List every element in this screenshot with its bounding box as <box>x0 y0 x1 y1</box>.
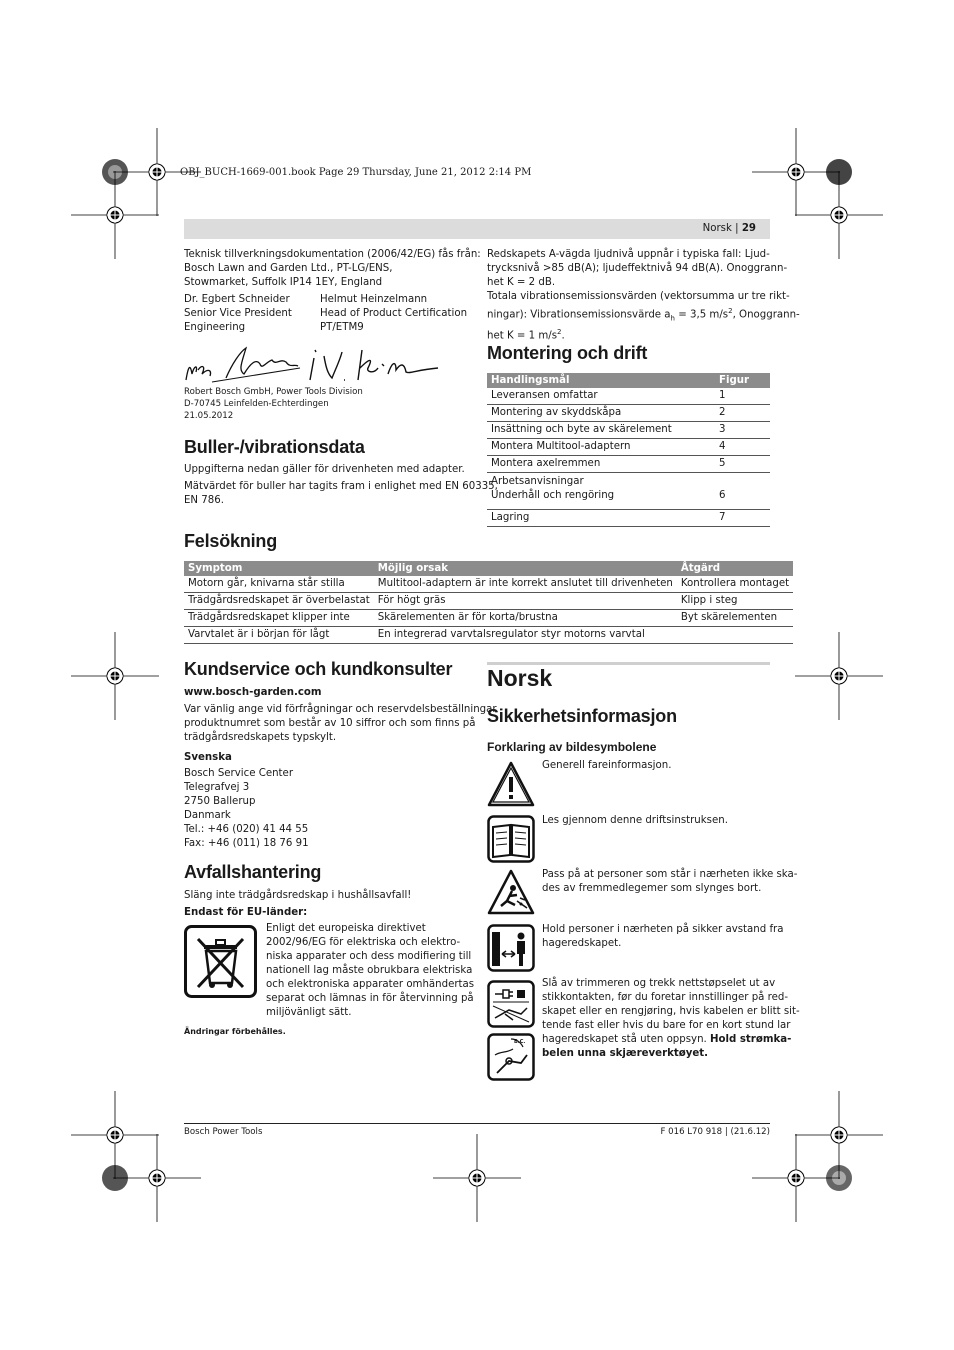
symbol-3-text: Pass på at personer som står i nærheten ikke ska- des av fremmedlegemer som slynges bort. <box>542 869 798 894</box>
table-cell: 3 <box>715 422 770 439</box>
table-cell: Motorn går, knivarna står stilla <box>184 576 374 593</box>
table-row <box>487 388 770 405</box>
table-cell: Trädgårdsredskapet är överbelastat <box>184 593 374 610</box>
table-cell: Multitool-adaptern är inte korrekt anslutet till drivenheten <box>374 576 677 593</box>
read-manual-icon <box>487 815 535 863</box>
signer-2-title: Head of Product Certification <box>320 308 468 319</box>
table-header-cell: Möjlig orsak <box>377 563 448 574</box>
company-line: D-70745 Leinfelden-Echterdingen <box>184 399 329 409</box>
table-cell: 2 <box>715 405 770 422</box>
felsokning-heading: Felsökning <box>184 531 278 551</box>
tech-doc-line: Bosch Lawn and Garden Ltd., PT-LG/ENS, <box>184 263 393 274</box>
table-cell: En integrerad varvtalsregulator styr motorns varvtal <box>374 627 677 644</box>
signer-2-dept: PT/ETM9 <box>320 322 364 333</box>
company-block <box>184 386 363 422</box>
footer-rule <box>184 1123 770 1124</box>
table-cell: Montera axelremmen <box>487 456 715 473</box>
table-cell <box>677 627 793 644</box>
table-cell: Byt skärelementen <box>677 610 793 627</box>
running-head-sep: | <box>731 223 742 234</box>
signer-1-dept: Engineering <box>184 322 246 333</box>
avfall-paragraph: Släng inte trädgårdsredskap i hushållsavfall! <box>184 890 412 901</box>
table-cell: Arbetsanvisningar Underhåll och rengöring <box>487 473 715 510</box>
kundservice-paragraph: Var vänlig ange vid förfrågningar och reservdelsbeställningar produktnumret som består av 10 siffror och som finns på trädgårdsredskapets typskylt. <box>184 704 497 743</box>
table-cell: 5 <box>715 456 770 473</box>
table-row <box>487 473 770 510</box>
changes-note: Ändringar förbehålles. <box>184 1027 286 1036</box>
table-row <box>487 510 770 527</box>
thrown-objects-warning-icon <box>487 868 535 916</box>
website-link[interactable]: www.bosch-garden.com <box>184 687 322 698</box>
table-cell: För högt gräs <box>374 593 677 610</box>
service-address: Bosch Service Center Telegrafvej 3 2750 Ballerup Danmark Tel.: +46 (020) 41 44 55 Fax: +46 (011) 18 76 91 <box>184 768 309 849</box>
tech-doc-line: Teknisk tillverkningsdokumentation (2006/42/EG) fås från: <box>184 249 481 260</box>
cable-away-from-blade-icon <box>487 1033 535 1081</box>
table-header-row <box>487 373 770 388</box>
forklaring-heading: Forklaring av bildesymbolene <box>487 740 657 754</box>
noise-line: Redskapets A-vägda ljudnivå uppnår i typiska fall: Ljud- <box>487 249 770 260</box>
unplug-before-maintenance-icon <box>487 980 535 1028</box>
print-header: OBJ_BUCH-1669-001.book Page 29 Thursday, June 21, 2012 2:14 PM <box>180 167 532 178</box>
table-header-cell: Åtgärd <box>680 563 721 574</box>
table-row <box>487 456 770 473</box>
footer-left: Bosch Power Tools <box>184 1127 263 1137</box>
norsk-title: Norsk <box>487 665 553 691</box>
table-cell: Montering av skyddskåpa <box>487 405 715 422</box>
signer-2-name: Helmut Heinzelmann <box>320 294 428 305</box>
symbol-5-text: Slå av trimmeren og trekk nettstøpselet ut av stikkontakten, før du foretar innstillinger på red- skapet eller en rengjøring, hvis kabelen er blitt sit- tende fast eller hvis du bare for en kort stund lar hageredskapet stå uten oppsyn. Hold strømka- belen unna skjæreverktøyet. <box>542 978 800 1059</box>
avfall-heading: Avfallshantering <box>184 862 322 882</box>
signer-2 <box>320 293 467 335</box>
running-head <box>600 222 756 236</box>
company-line: 21.05.2012 <box>184 411 234 421</box>
vibration-line: Totala vibrationsemissionsvärden (vektorsumma ur tre rikt- <box>487 291 790 302</box>
table-cell: Kontrollera montaget <box>677 576 793 593</box>
noise-line: trycksnivå >85 dB(A); ljudeffektnivå 94 dB(A). Onoggrann- <box>487 263 788 274</box>
table-row <box>487 422 770 439</box>
eu-label: Endast för EU-länder: <box>184 907 308 918</box>
keep-distance-icon <box>487 924 535 972</box>
symbol-6-lettering: B.C. <box>514 1039 526 1045</box>
signer-1 <box>184 293 292 335</box>
table-cell: Skärelementen är för korta/brustna <box>374 610 677 627</box>
table-cell: 7 <box>715 510 770 527</box>
table-header-cell: Symptom <box>188 563 243 574</box>
footer-right: F 016 L70 918 | (21.6.12) <box>660 1127 770 1137</box>
symbol-1-text: Generell fareinformasjon. <box>542 760 672 771</box>
table-cell: Montera Multitool-adaptern <box>487 439 715 456</box>
vibration-line: ningar): Vibrationsemissionsvärde $a_h = 3,5$ $m/s^2$, Onoggrann- <box>487 307 800 323</box>
table-row <box>184 610 793 627</box>
tech-doc-block <box>184 248 481 290</box>
sikkerhet-heading: Sikkerhetsinformasjon <box>487 706 677 726</box>
page-number: 29 <box>741 223 756 234</box>
table-cell: Lagring <box>487 510 715 527</box>
vibration-line: het K = 1 $m/s^2$. <box>487 328 565 342</box>
table-row <box>487 405 770 422</box>
table-cell: Klipp i steg <box>677 593 793 610</box>
table-row <box>184 593 793 610</box>
table-cell: Trädgårdsredskapet klipper inte <box>184 610 374 627</box>
tech-doc-line: Stowmarket, Suffolk IP14 1EY, England <box>184 277 383 288</box>
table-row <box>184 576 793 593</box>
weee-directive-text: Enligt det europeiska direktivet 2002/96/EG för elektriska och elektro- niska apparater och dess modifiering till nationell lag måste obrukbara elektriska och elektroniska apparater omhändertas separat och lämnas in för återvinning på miljövänligt sätt. <box>266 923 475 1018</box>
noise-paragraph-1: Uppgifterna nedan gäller för drivenheten med adapter. <box>184 464 465 475</box>
symbol-4-text: Hold personer i nærheten på sikker avstand fra hageredskapet. <box>542 924 784 949</box>
table-cell: Leveransen omfattar <box>487 388 715 405</box>
table-row <box>184 627 793 644</box>
noise-line: EN 786. <box>184 495 224 506</box>
warning-triangle-icon <box>487 760 535 808</box>
table-cell: Varvtalet är i början för lågt <box>184 627 374 644</box>
weee-bin-icon <box>184 925 257 998</box>
table-row <box>487 439 770 456</box>
running-head-lang: Norsk <box>702 223 732 234</box>
montering-heading: Montering och drift <box>487 343 648 363</box>
table-cell: 6 <box>715 473 770 510</box>
vibration-paragraph <box>487 290 800 344</box>
table-header-cell: Handlingsmål <box>491 375 570 386</box>
felsokning-table <box>184 561 793 644</box>
montering-table <box>487 373 770 527</box>
symbol-2-text: Les gjennom denne driftsinstruksen. <box>542 815 728 826</box>
table-cell: 1 <box>715 388 770 405</box>
noise-paragraph-3 <box>487 248 787 290</box>
company-line: Robert Bosch GmbH, Power Tools Division <box>184 387 363 397</box>
noise-line: het K = 2 dB. <box>487 277 556 288</box>
table-cell: 4 <box>715 439 770 456</box>
table-header-cell: Figur <box>719 375 750 386</box>
noise-line: Mätvärdet för buller har tagits fram i enlighet med EN 60335, <box>184 481 498 492</box>
noise-heading: Buller-/vibrationsdata <box>184 437 365 457</box>
handwritten-signatures <box>182 344 442 388</box>
table-cell: Insättning och byte av skärelement <box>487 422 715 439</box>
kundservice-heading: Kundservice och kundkonsulter <box>184 659 453 679</box>
noise-paragraph-2 <box>184 480 498 508</box>
signer-1-name: Dr. Egbert Schneider <box>184 294 290 305</box>
country-label: Svenska <box>184 752 232 763</box>
signer-1-title: Senior Vice President <box>184 308 292 319</box>
table-header-row <box>184 561 793 576</box>
